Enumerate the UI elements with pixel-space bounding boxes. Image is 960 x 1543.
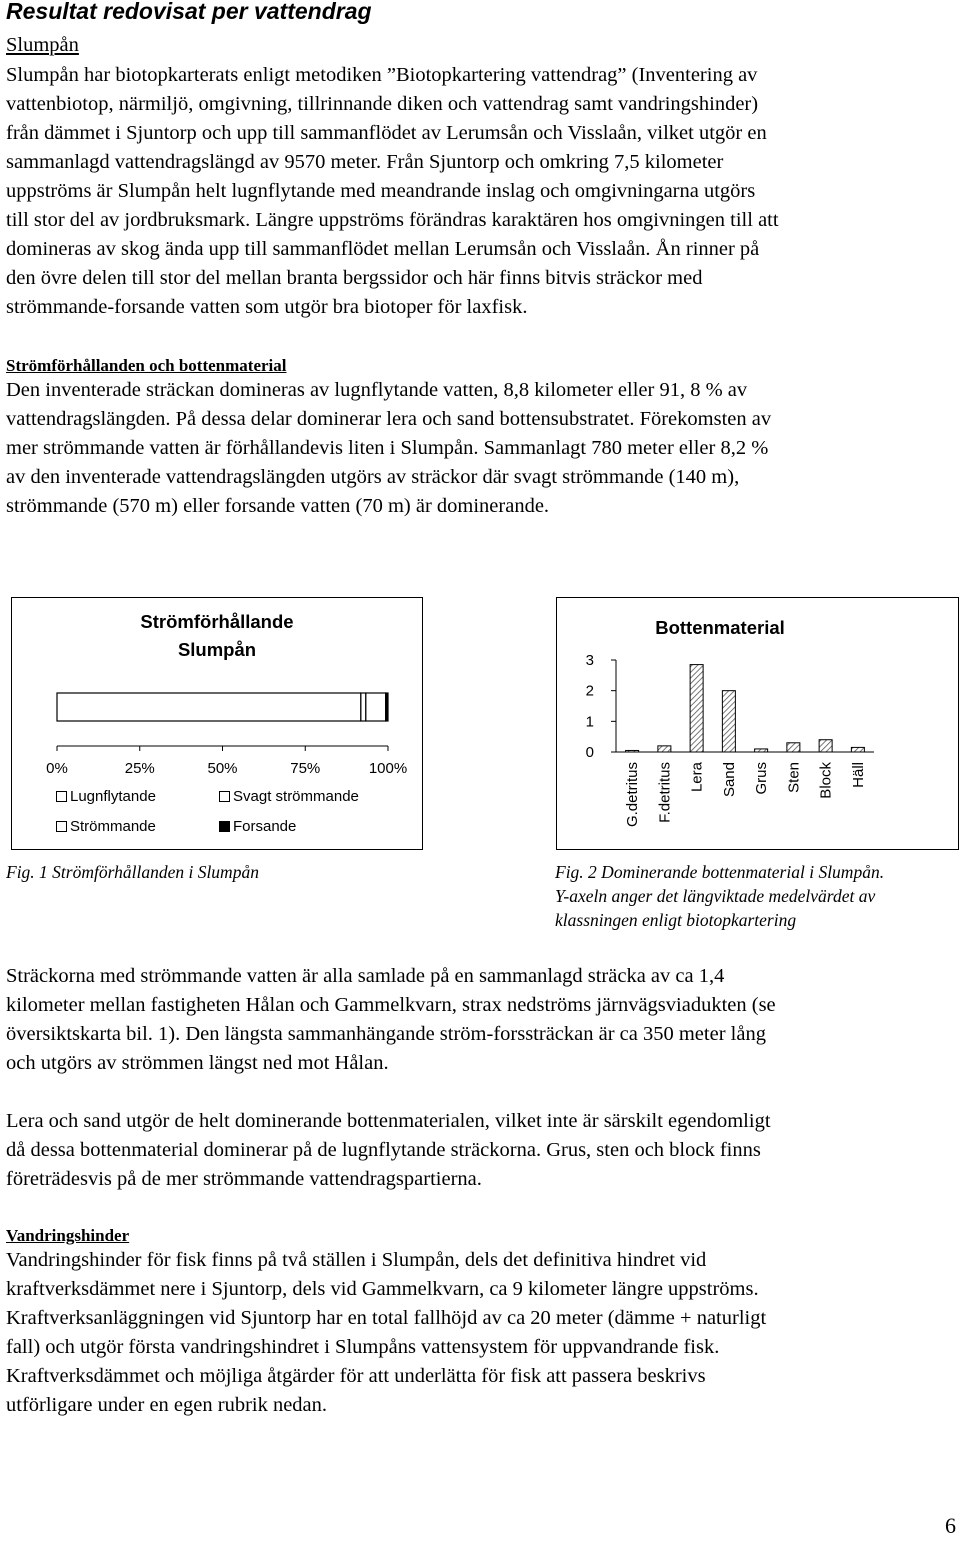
fig1-x-tick-label: 50% [207,760,238,777]
intro-line: uppströms är Slumpån helt lugnflytande med meandrande inslag och omgivningarna utgörs [6,180,756,202]
fig2-title: Bottenmaterial [655,617,785,638]
lera-line: då dessa bottenmaterial dominerar på de lugnflytande sträckorna. Grus, sten och block finns [6,1139,761,1161]
fig2-bar-f-detritus [658,746,671,752]
strackor-line: översiktskarta bil. 1). Den längsta sammanhängande ström-forssträckan är ca 350 meter lång [6,1023,766,1045]
fig2-category-label: Grus [753,762,771,795]
vandring-line: utförligare under en egen rubrik nedan. [6,1394,328,1416]
strackor-line: Sträckorna med strömmande vatten är alla samlade på en sammanlagd sträcka av ca 1,4 [6,965,725,987]
legend-swatch-forsande [219,821,230,832]
fig1-x-tick-label: 100% [368,760,408,777]
fig1-axis [46,746,407,777]
legend-lugnflytande [56,788,156,805]
legend-label: Forsande [233,818,297,835]
strom-paragraph [6,376,960,521]
vandring-heading: Vandringshinder [6,1226,130,1245]
legend-swatch-svagt-strommande [219,791,230,802]
fig2-y-tick-label: 3 [585,652,594,669]
strackor-paragraph [6,962,960,1078]
legend-strommande [56,818,156,835]
fig1-bar-lugnflytande [57,693,361,721]
section-name: Slumpån [6,34,79,56]
intro-paragraph [6,61,960,322]
fig1-x-tick-label: 0% [46,760,68,777]
fig2-y-tick-label: 1 [585,713,594,731]
strackor-line: och utgörs av strömmen längst ned mot Hålan. [6,1052,389,1074]
intro-line: vattenbiotop, närmiljö, omgivning, tillrinnande diken och vattendrag samt vandringshinder) [6,93,759,115]
fig2-category-label: G.detritus [624,762,642,828]
legend-swatch-lugnflytande [56,791,67,802]
fig2-chart [556,597,959,850]
lera-paragraph [6,1107,960,1194]
intro-line: domineras av skog ända upp till sammanflödet mellan Lerumsån och Visslaån. Ån rinner på [6,238,760,260]
vandring-line: Vandringshinder för fisk finns på två ställen i Slumpån, dels det definitiva hindret vid [6,1249,707,1271]
vandring-line: fall) och utgör första vandringshindret i Slumpåns vattensystem för uppvandrande fisk. [6,1336,720,1358]
fig2-caption-line: Fig. 2 Dominerande bottenmaterial i Slumpån. [555,862,885,882]
fig1-bar-strömmande [366,693,386,721]
intro-line: den övre delen till stor del mellan branta bergssidor och här finns bitvis sträckor med [6,267,703,289]
fig2-category-label: Block [817,762,835,799]
lera-line: företrädesvis på de mer strömmande vattendragspartierna. [6,1168,482,1190]
legend-svagt-strommande [219,788,359,805]
intro-line: från dämmet i Sjuntorp och upp till sammanflödet av Lerumsån och Visslaån, vilket utgör en [6,122,767,144]
strom-line: strömmande (570 m) eller forsande vatten (70 m) är dominerande. [6,495,550,517]
vandring-line: Kraftverksanläggningen vid Sjuntorp har en total fallhöjd av ca 20 meter (dämme + naturligt [6,1307,767,1329]
fig2-category-label: Sten [785,762,803,793]
fig2-caption-line: klassningen enligt biotopkartering [555,910,797,930]
fig2-bar-group [626,665,865,752]
vandring-line: Kraftverksdämmet och möjliga åtgärder för att underlätta för fisk att passera beskrivs [6,1365,706,1387]
fig2-category-label: Häll [849,762,867,788]
page-heading: Resultat redovisat per vattendrag [6,0,372,24]
fig2-caption [555,860,884,932]
vandring-paragraph [6,1246,960,1420]
fig2-bar-g-detritus [626,750,639,752]
fig2-bar-sand [722,691,735,752]
fig2-category-labels [624,761,867,827]
fig1-x-tick-label: 25% [124,760,155,777]
strom-line: Den inventerade sträckan domineras av lugnflytande vatten, 8,8 kilometer eller 91, 8 % av [6,379,748,401]
fig2-category-label: Sand [720,762,738,798]
strom-line: vattendragslängden. På dessa delar dominerar lera och sand bottensubstratet. Förekomsten av [6,408,772,430]
intro-line: Slumpån har biotopkarterats enligt metodiken ”Biotopkartering vattendrag” (Inventering av [6,64,758,86]
fig2-bar-sten [787,743,800,752]
strom-line: av den inventerade vattendragslängden utgörs av sträckor där svagt strömmande (140 m), [6,466,740,488]
legend-swatch-strommande [56,821,67,832]
intro-line: strömmande-forsande vatten som utgör bra biotoper för laxfisk. [6,296,528,318]
fig2-category-label: F.detritus [656,762,674,823]
fig2-bar-lera [690,665,703,752]
intro-line: till stor del av jordbruksmark. Längre uppströms förändras karaktären hos omgivningen till att [6,209,779,231]
legend-label: Svagt strömmande [233,788,359,805]
fig1-bar-group [57,693,388,721]
fig2-bar-block [819,740,832,752]
fig2-caption-line: Y-axeln anger det längviktade medelvärdet av [555,886,876,906]
vandring-line: kraftverksdämmet nere i Sjuntorp, dels vid Gammelkvarn, ca 9 kilometer längre uppströms. [6,1278,759,1300]
fig1-caption: Fig. 1 Strömförhållanden i Slumpån [6,862,259,882]
strackor-line: kilometer mellan fastigheten Hålan och Gammelkvarn, strax nedströms järnvägsviadukten (se [6,994,776,1016]
fig2-y-tick-label: 0 [585,744,594,761]
intro-line: sammanlagd vattendragslängd av 9570 meter. Från Sjuntorp och omkring 7,5 kilometer [6,151,724,173]
strom-heading: Strömförhållanden och bottenmaterial [6,356,287,375]
legend-label: Lugnflytande [70,788,156,805]
fig2-bar-grus [755,749,768,752]
fig1-x-tick-label: 75% [290,760,321,777]
fig1-bar-forsande [386,693,388,721]
fig2-bar-häll [851,747,864,752]
fig2-category-label: Lera [688,762,706,793]
legend-label: Strömmande [70,818,156,835]
fig1-title-line: Slumpån [177,639,257,660]
page-number: 6 [945,1513,956,1538]
strom-line: mer strömmande vatten är förhållandevis liten i Slumpån. Sammanlagt 780 meter eller 8,2 % [6,437,769,459]
fig1-bar-svagt-strömmande [361,693,366,721]
fig2-y-tick-label: 2 [585,682,594,700]
legend-forsande [219,818,296,835]
lera-line: Lera och sand utgör de helt dominerande bottenmaterialen, vilket inte är särskilt egendomligt [6,1110,771,1132]
fig1-chart [11,597,423,850]
fig1-title-line: Strömförhållande [140,611,294,632]
